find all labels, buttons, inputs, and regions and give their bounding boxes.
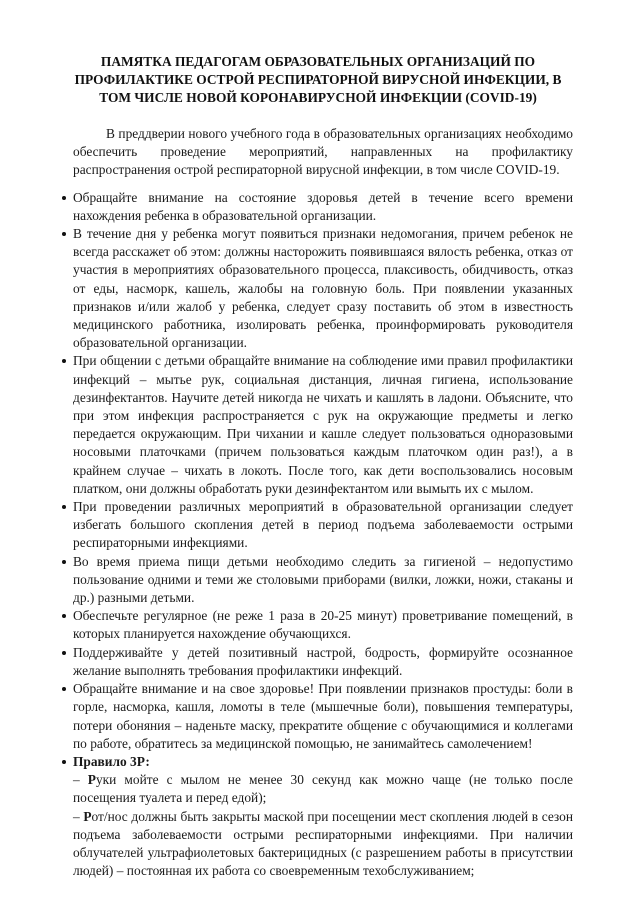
list-item-text: Обеспечьте регулярное (не реже 1 раза в 20-25 минут) проветривание помещений, в которых планируется нахождение обучающихся. [73,608,573,642]
list-item [73,680,573,753]
bullet-icon [62,359,66,363]
rule-letter: Р [83,808,92,824]
list-item-text: При общении с детьми обращайте внимание на соблюдение ими правил профилактики инфекций – мытье рук, социальная дистанция, личная гигиена, использование дезинфектантов. Научите детей никогда не чихать и кашлять в ладони. Объясните, что при этом инфекция распространяется с рук на окружающие предметы и легко передается окружающим. При чихании и кашле следует пользоваться одноразовыми носовыми платочками (причем пользоваться каждым платочком один раз!), а в крайнем случае – чихать в локоть. После того, как дети воспользовались носовым платком, они должны обработать руки дезинфектантом или вымыть их с мылом. [73,353,573,496]
list-item-text: В течение дня у ребенка могут появиться признаки недомогания, причем ребенок не всегда расскажет об этом: должны насторожить появившаяся вялость ребенка, отказ от участия в мероприятиях образовательного процесса, плаксивость, обидчивость, отказ от еды, насморк, кашель, жалобы на головную боль. При появлении указанных признаков и/или жалоб у ребенка, следует сразу поставить об этом в известность медицинского работника, изолировать ребенка, проинформировать руководителя образовательной организации. [73,226,573,351]
rule-dash: – [73,808,84,824]
bullet-icon [62,760,66,764]
rule-3p-heading: Правило 3Р: [73,753,150,769]
rule-3p-mouth-nose [73,808,573,881]
rule-dash: – [73,772,88,788]
list-item [73,225,573,352]
document-body [73,125,573,880]
rule-3p-item [73,753,573,880]
intro-paragraph: В преддверии нового учебного года в образовательных организациях необходимо обеспечить проведение мероприятий, направленных на профилактику распространения острой респираторной вирусной инфекции, в том числе COVID-19. [73,126,573,178]
list-item [73,352,573,498]
bullet-icon [62,614,66,618]
bullet-icon [62,651,66,655]
rule-text: уки мойте с мылом не менее 30 секунд как можно чаще (не только после посещения туалета и перед едой); [73,772,573,806]
bullet-icon [62,232,66,236]
recommendations-list [73,189,573,881]
list-item-text: Обращайте внимание на состояние здоровья детей в течение всего времени нахождения ребенка в образовательной организации. [73,189,573,223]
list-item [73,644,573,680]
bullet-icon [62,196,66,200]
rule-letter: Р [87,772,96,788]
list-item-text: Во время приема пищи детьми необходимо следить за гигиеной – недопустимо пользование одними и теми же столовыми приборами (вилки, ложки, ножи, стаканы и др.) разными детьми. [73,553,573,606]
list-item [73,498,573,553]
bullet-icon [62,505,66,509]
list-item-text: При проведении различных мероприятий в образовательной организации следует избегать большого скопления детей в период подъема заболеваемости острыми респираторными инфекциями. [73,499,573,551]
document-title: ПАМЯТКА ПЕДАГОГАМ ОБРАЗОВАТЕЛЬНЫХ ОРГАНИЗАЦИЙ ПО ПРОФИЛАКТИКЕ ОСТРОЙ РЕСПИРАТОРНОЙ ВИРУСНОЙ ИНФЕКЦИИ, В ТОМ ЧИСЛЕ НОВОЙ КОРОНАВИРУСНОЙ ИНФЕКЦИИ (COVID-19) [74,54,562,105]
list-item [73,553,573,608]
bullet-icon [62,560,66,564]
list-item [73,189,573,225]
bullet-icon [62,687,66,691]
list-item-text: Поддерживайте у детей позитивный настрой, бодрость, формируйте осознанное желание выполнять требования профилактики инфекций. [73,644,573,678]
list-item-text: Обращайте внимание и на свое здоровье! При появлении признаков простуды: боли в горле, насморка, кашля, ломоты в теле (мышечные боли), повышения температуры, потери обоняния – наденьте маску, прекратите общение с обучающимися и коллегами по работе, обратитесь за медицинской помощью, не занимайтесь самолечением! [73,681,573,751]
rule-text: от/нос должны быть закрыты маской при посещении мест скопления людей в сезон подъема заболеваемости острыми респираторными инфекциями. При наличии облучателей ультрафиолетовых бактерицидных (с разрешением работы в присутствии людей) – постоянная их работа со своевременным техобслуживанием; [73,808,573,879]
list-item [73,607,573,643]
rule-3p-hands [73,771,573,807]
